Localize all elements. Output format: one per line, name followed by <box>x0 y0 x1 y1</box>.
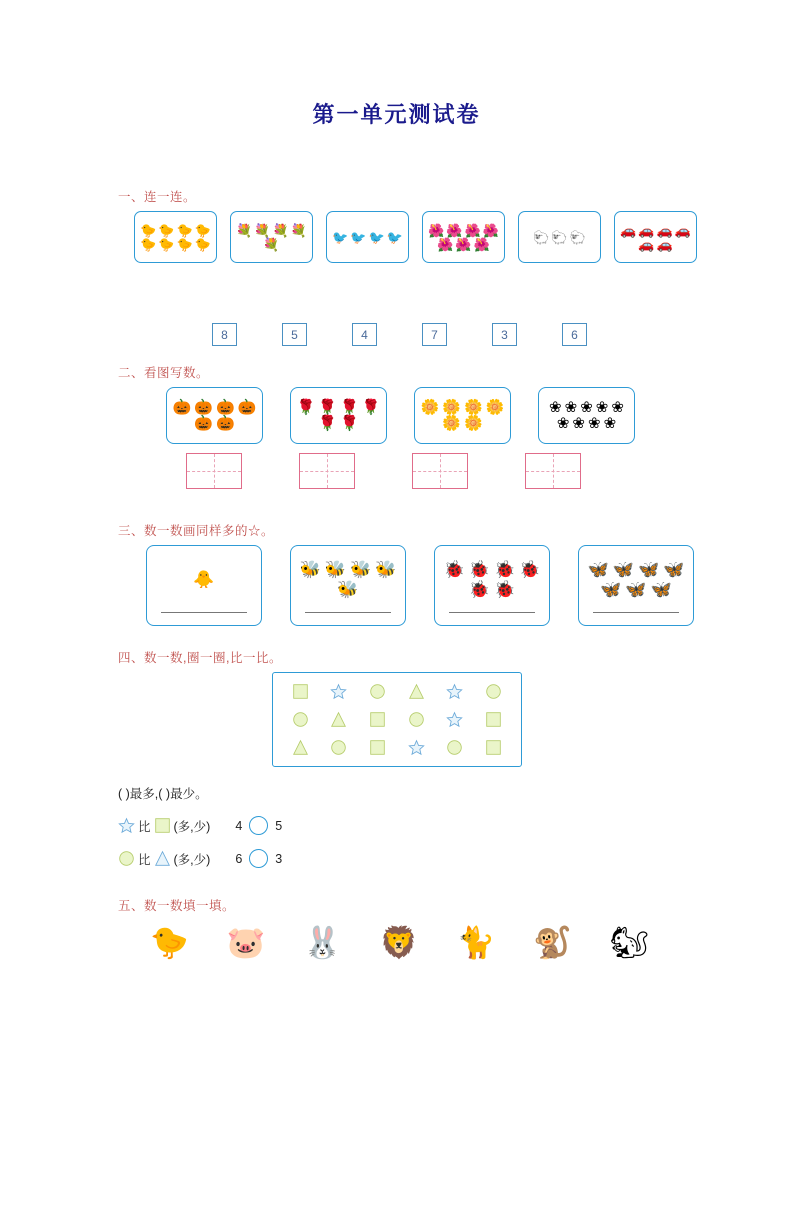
flower-icon: 💐 <box>263 236 280 252</box>
answer-grid[interactable] <box>299 453 355 489</box>
car-icon: 🚗 <box>674 222 691 238</box>
butterfly-icon: 🦋 <box>650 579 672 599</box>
number-box[interactable]: 4 <box>352 323 377 346</box>
butterfly-card[interactable] <box>578 545 694 626</box>
compare-number-right: 3 <box>275 851 283 866</box>
section-3-cards <box>146 545 793 626</box>
circle-icon <box>118 850 135 867</box>
red-flowers-card[interactable] <box>422 211 505 263</box>
car-icon: 🚗 <box>656 236 673 252</box>
number-box[interactable]: 6 <box>562 323 587 346</box>
white-flower-icon: ❀ <box>572 415 585 432</box>
rose-card[interactable] <box>290 387 387 444</box>
answer-line[interactable] <box>161 612 247 613</box>
section-4-heading: 四、数一数,圈一圈,比一比。 <box>118 651 282 665</box>
square-icon[interactable] <box>485 739 502 756</box>
rose-icon: 🌹 <box>318 415 337 432</box>
chick-icon: 🐤 <box>194 236 211 252</box>
red-flower-icon: 🌺 <box>455 236 472 252</box>
number-box[interactable]: 5 <box>282 323 307 346</box>
butterfly-icon: 🦋 <box>612 559 634 579</box>
triangle-icon <box>154 850 171 867</box>
sheep-icon: 🐑 <box>551 229 568 245</box>
ladybug-icon: 🐞 <box>494 579 516 599</box>
square-icon[interactable] <box>292 683 309 700</box>
chicks-card[interactable] <box>134 211 217 263</box>
answer-circle[interactable] <box>249 816 268 835</box>
white-flower-icon: ❀ <box>556 415 570 432</box>
triangle-icon[interactable] <box>330 711 347 728</box>
pumpkin-icon: 🎃 <box>237 399 257 416</box>
worksheet-page <box>0 98 793 1220</box>
car-icon: 🚗 <box>638 222 655 238</box>
section-4-question: ( )最多,( )最少。 <box>118 787 208 801</box>
car-icon: 🚗 <box>656 222 673 238</box>
section-5-animals <box>150 926 793 960</box>
bee-icon: 🐝 <box>299 559 321 579</box>
chick-icon: 🐤 <box>140 236 157 252</box>
blue-flower-icon: 🌼 <box>485 399 505 416</box>
section-3-heading: 三、数一数画同样多的☆。 <box>118 524 275 538</box>
chick-icon: 🐤 <box>158 222 175 238</box>
white-flower-icon: ❀ <box>580 399 593 416</box>
circle-icon[interactable] <box>446 739 463 756</box>
chick-icon: 🐤 <box>176 222 193 238</box>
rose-icon: 🌹 <box>340 415 359 432</box>
pumpkin-icon: 🎃 <box>172 399 192 416</box>
compare-text: 比 <box>138 819 151 834</box>
ladybug-icon: 🐞 <box>443 559 465 579</box>
bee-icon: 🐝 <box>375 559 397 579</box>
circle-icon[interactable] <box>330 739 347 756</box>
page-title: 第一单元测试卷 <box>312 102 481 127</box>
triangle-icon[interactable] <box>408 683 425 700</box>
square-icon <box>154 817 171 834</box>
compare-hint: (多,少) <box>173 819 211 834</box>
square-icon[interactable] <box>485 711 502 728</box>
car-icon: 🚗 <box>620 222 637 238</box>
monkey-icon: 🐒 <box>533 925 572 960</box>
red-flower-icon: 🌺 <box>437 236 454 252</box>
bee-card[interactable] <box>290 545 406 626</box>
answer-circle[interactable] <box>249 849 268 868</box>
ladybug-card[interactable] <box>434 545 550 626</box>
star-icon[interactable] <box>330 683 347 700</box>
sheep-icon: 🐑 <box>569 229 586 245</box>
pumpkin-card[interactable] <box>166 387 263 444</box>
section-2-heading: 二、看图写数。 <box>118 366 210 380</box>
star-icon[interactable] <box>446 711 463 728</box>
rose-icon: 🌹 <box>296 399 316 416</box>
butterfly-icon: 🦋 <box>638 559 660 579</box>
butterfly-icon: 🦋 <box>625 579 647 599</box>
red-flower-icon: 🌺 <box>464 222 481 238</box>
compare-number-left: 6 <box>235 851 243 866</box>
red-flower-icon: 🌺 <box>446 222 463 238</box>
bee-icon: 🐝 <box>337 579 359 599</box>
ladybug-icon: 🐞 <box>468 559 490 579</box>
section-1-cards <box>134 211 793 263</box>
butterfly-icon: 🦋 <box>587 559 609 579</box>
squirrel-icon: 🐿 <box>609 925 650 960</box>
circle-icon[interactable] <box>485 683 502 700</box>
answer-line[interactable] <box>449 612 535 613</box>
birds-card[interactable] <box>326 211 409 263</box>
answer-line[interactable] <box>593 612 679 613</box>
square-icon[interactable] <box>369 739 386 756</box>
car-icon: 🚗 <box>638 236 655 252</box>
chick-icon: 🐤 <box>194 222 211 238</box>
chick-icon: 🐤 <box>140 222 157 238</box>
star-icon <box>118 817 135 834</box>
section-2-answer-grids <box>186 453 793 489</box>
compare-text: 比 <box>138 852 151 867</box>
chick-icon: 🐤 <box>176 236 193 252</box>
blue-flower-icon: 🌼 <box>442 399 461 416</box>
sheep-icon: 🐑 <box>533 229 550 245</box>
number-box[interactable]: 7 <box>422 323 447 346</box>
compare-row-2 <box>118 849 793 868</box>
flower-icon: 💐 <box>236 222 253 238</box>
answer-grid[interactable] <box>525 453 581 489</box>
section-5-heading: 五、数一数填一填。 <box>118 899 236 913</box>
pumpkin-icon: 🎃 <box>216 399 235 416</box>
ladybug-icon: 🐞 <box>494 559 516 579</box>
star-icon[interactable] <box>446 683 463 700</box>
pumpkin-icon: 🎃 <box>194 415 213 432</box>
red-flower-icon: 🌺 <box>428 222 445 238</box>
pig-icon: 🐷 <box>226 925 266 960</box>
white-flower-icon: ❀ <box>595 399 609 416</box>
section-1-heading: 一、连一连。 <box>118 190 197 204</box>
shapes-grid <box>272 672 522 767</box>
star-icon[interactable] <box>408 739 425 756</box>
circle-icon[interactable] <box>408 711 425 728</box>
duck-icon: 🐥 <box>193 569 215 589</box>
white-flower-icon: ❀ <box>549 399 562 416</box>
flower-icon: 💐 <box>290 222 307 238</box>
sheep-card[interactable] <box>518 211 601 263</box>
white-flower-icon: ❀ <box>564 399 578 416</box>
blue-flower-card[interactable] <box>414 387 511 444</box>
white-flower-icon: ❀ <box>588 415 601 432</box>
number-box[interactable]: 3 <box>492 323 517 346</box>
answer-line[interactable] <box>305 612 391 613</box>
cat-icon: 🐈 <box>456 925 496 960</box>
compare-hint: (多,少) <box>173 852 211 867</box>
butterfly-icon: 🦋 <box>663 559 685 579</box>
rose-icon: 🌹 <box>340 399 359 416</box>
white-flower-icon: ❀ <box>611 399 624 416</box>
duck-card[interactable] <box>146 545 262 626</box>
circle-icon[interactable] <box>369 683 386 700</box>
section-2-cards <box>166 387 793 444</box>
rose-icon: 🌹 <box>361 399 381 416</box>
compare-number-right: 5 <box>275 818 283 833</box>
flower-icon: 💐 <box>254 222 271 238</box>
pumpkin-icon: 🎃 <box>194 399 213 416</box>
compare-number-left: 4 <box>235 818 243 833</box>
compare-row-1 <box>118 816 793 835</box>
duckling-icon: 🐤 <box>150 925 189 960</box>
red-flower-icon: 🌺 <box>473 236 490 252</box>
butterfly-icon: 🦋 <box>600 579 622 599</box>
bee-icon: 🐝 <box>324 559 346 579</box>
square-icon[interactable] <box>369 711 386 728</box>
pumpkin-icon: 🎃 <box>216 415 235 432</box>
blue-flower-icon: 🌼 <box>464 415 483 432</box>
bird-icon: 🐦 <box>386 229 403 245</box>
answer-grid[interactable] <box>186 453 242 489</box>
triangle-icon[interactable] <box>292 739 309 756</box>
red-flower-icon: 🌺 <box>482 222 499 238</box>
white-flower-icon: ❀ <box>603 415 617 432</box>
answer-grid[interactable] <box>412 453 468 489</box>
ladybug-icon: 🐞 <box>468 579 490 599</box>
rabbit-icon: 🐰 <box>303 925 342 960</box>
bird-icon: 🐦 <box>368 229 385 245</box>
white-flower-card[interactable] <box>538 387 635 444</box>
blue-flower-icon: 🌼 <box>464 399 483 416</box>
blue-flower-icon: 🌼 <box>420 399 440 416</box>
rose-icon: 🌹 <box>318 399 337 416</box>
blue-flower-icon: 🌼 <box>442 415 461 432</box>
bird-icon: 🐦 <box>350 229 367 245</box>
flower-icon: 💐 <box>272 222 289 238</box>
chick-icon: 🐤 <box>158 236 175 252</box>
ladybug-icon: 🐞 <box>519 559 541 579</box>
flowers-card[interactable] <box>230 211 313 263</box>
section-1-number-row <box>212 323 793 346</box>
bee-icon: 🐝 <box>350 559 372 579</box>
bird-icon: 🐦 <box>332 229 349 245</box>
circle-icon[interactable] <box>292 711 309 728</box>
number-box[interactable]: 8 <box>212 323 237 346</box>
lion-icon: 🦁 <box>379 925 419 960</box>
cars-card[interactable] <box>614 211 697 263</box>
